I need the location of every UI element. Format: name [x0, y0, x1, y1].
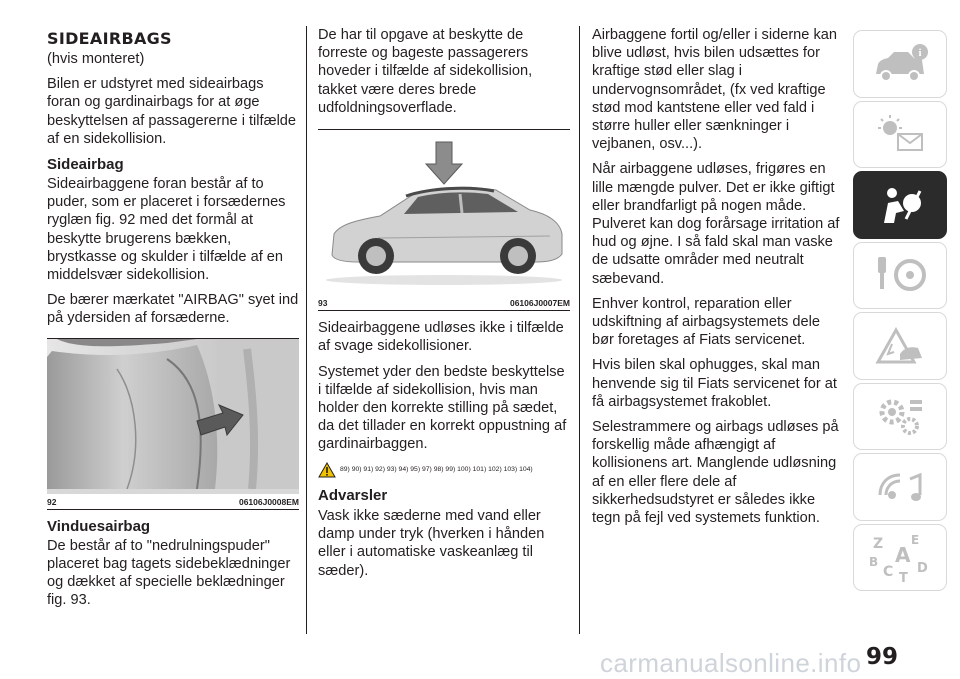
side-airbag-paragraph-1: Sideairbaggene foran består af to puder, som er placeret i forsædernes ryglæn fig. 92 med det formål at beskytte brugerens bækken, brystkasse og skulder i tilfælde af en middelsvær sidekollision.: [47, 176, 286, 284]
service-paragraph: Enhver kontrol, reparation eller udskiftning af airbagsystemets dele bør foretages af Fiats servicenet.: [592, 295, 820, 349]
figure-number: 92: [47, 496, 57, 507]
warning-lights-icon: [870, 112, 930, 156]
warnings-heading: Advarsler: [318, 486, 388, 504]
svg-text:T: T: [899, 571, 908, 583]
right-column: [592, 26, 844, 534]
svg-text:E: E: [911, 533, 920, 548]
deployment-paragraph: Airbaggene fortil og/eller i siderne kan blive udløst, hvis bilen udsættes for kraftige stød eller slag i undervognsområdet, (fx ved kraftige stød mod kantstene eller ved fald i større huller eller sænkninger i vejbanen, osv...).: [592, 27, 837, 153]
tab-index[interactable]: [853, 524, 947, 592]
tab-safety[interactable]: [853, 171, 947, 239]
window-airbag-heading: Vinduesairbag: [47, 517, 151, 535]
left-column: [47, 26, 299, 617]
tab-emergency[interactable]: [853, 312, 947, 380]
svg-text:D: D: [917, 561, 928, 577]
window-airbag-paragraph-2: De har til opgave at beskytte de forreste og bageste passagerers hoveder i tilfælde af sidekollision, takket være deres brede udfoldningsoverflade.: [318, 27, 533, 116]
window-airbag-paragraph: De består af to "nedrulningspuder" placeret bag tagets sidebeklædninger og dækket af specielle beklædninger fig. 93.: [47, 537, 291, 609]
svg-text:Z: Z: [873, 536, 884, 553]
svg-text:C: C: [883, 564, 894, 581]
figure-code: 06106J0008EM: [238, 496, 299, 507]
column-divider: [579, 26, 580, 634]
watermark: carmanualsonline.info: [600, 648, 862, 678]
side-airbag-paragraph-2: De bærer mærkatet "AIRBAG" syet ind på ydersiden af forsæderne.: [47, 292, 299, 327]
svg-text:i: i: [918, 46, 922, 59]
tab-warning-lights[interactable]: [853, 101, 947, 169]
reference-numbers: 89) 90) 91) 92) 93) 94) 95) 97) 98) 99) 100) 101) 102) 103) 104): [340, 465, 533, 473]
emergency-icon: [870, 324, 930, 368]
car-side-view-image: [318, 130, 570, 295]
page-number: 99: [866, 644, 899, 670]
index-icon: [865, 532, 935, 582]
tab-maintenance[interactable]: [853, 383, 947, 451]
powder-paragraph: Når airbaggene udløses, frigøres en lille mængde pulver. Det er ikke giftigt eller brandfarligt på nogen måde. Pulveret kan dog forårsage irritation af hud og øjne. I så fald skal man vaske de udsatte områder med neutralt sæbevand.: [592, 161, 840, 287]
middle-column: [318, 26, 570, 587]
chapter-sidebar: [853, 30, 947, 594]
key-steering-icon: [870, 253, 930, 297]
note-text: (hvis monteret): [47, 51, 145, 67]
section-heading: SIDEAIRBAGS: [47, 29, 172, 48]
tab-multimedia[interactable]: [853, 453, 947, 521]
warning-triangle-icon: [318, 462, 336, 478]
intro-paragraph: Bilen er udstyret med sideairbags foran og gardinairbags for at øge beskyttelsen af passagererne i tilfælde af en sidekollision.: [47, 76, 297, 147]
tab-starting-driving[interactable]: [853, 242, 947, 310]
figure-93: [318, 129, 570, 311]
svg-text:A: A: [895, 543, 911, 568]
svg-text:B: B: [869, 555, 879, 570]
figure-number: 93: [318, 298, 328, 309]
side-airbag-trigger-paragraph: Sideairbaggene udløses ikke i tilfælde af svage sidekollisioner.: [318, 320, 564, 355]
figure-92: [47, 338, 299, 510]
car-info-icon: [870, 42, 930, 86]
column-divider: [306, 26, 307, 634]
pretensioner-paragraph: Selestrammere og airbags udløses på forskellig måde afhængigt af kollisionens art. Manglende udløsning af en eller flere dele af sikkerhedsudstyret er således ikke tegn på fejl ved systemets funktion.: [592, 419, 839, 527]
side-airbag-heading: Sideairbag: [47, 156, 124, 174]
airbag-safety-icon: [870, 183, 930, 227]
scrapping-paragraph: Hvis bilen skal ophugges, skal man henvende sig til Fiats servicenet for at få airbagsystemet frakoblet.: [592, 357, 837, 410]
multimedia-icon: [870, 465, 930, 509]
maintenance-icon: [870, 394, 930, 438]
seat-airbag-photo: [47, 339, 299, 494]
warning-references: [318, 461, 570, 479]
tab-car-info[interactable]: [853, 30, 947, 98]
warnings-text: Vask ikke sæderne med vand eller damp under tryk (hverken i hånden eller i automatiske vaskeanlæg til sæder).: [318, 508, 545, 579]
figure-code: 06106J0007EM: [509, 298, 570, 309]
protection-paragraph: Systemet yder den bedste beskyttelse i tilfælde af sidekollision, hvis man holder den korrekte stilling på sædet, da det tillader en korrekt oppustning af gardinairbaggen.: [318, 363, 567, 453]
